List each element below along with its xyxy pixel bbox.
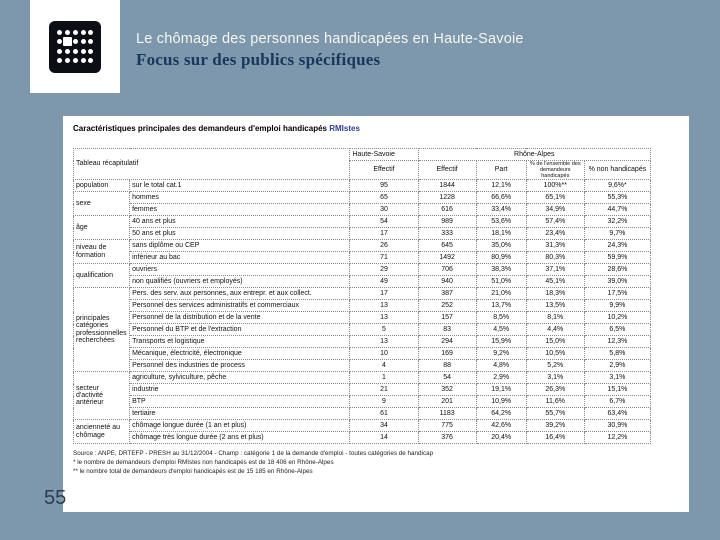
value-cell: 71 — [350, 252, 418, 264]
value-cell: 28,6% — [584, 264, 650, 276]
value-cell: 352 — [418, 384, 476, 396]
value-cell: 6,7% — [584, 396, 650, 408]
table-row — [74, 312, 651, 324]
table-caption-text: Caractéristiques principales des demandeurs d'emploi handicapés — [73, 124, 330, 133]
row-label: agriculture, sylviculture, pêche — [130, 372, 350, 384]
row-label: sans diplôme ou CEP — [130, 240, 350, 252]
value-cell: 18,3% — [526, 288, 584, 300]
value-cell: 4 — [350, 360, 418, 372]
table-row — [74, 372, 651, 384]
row-label: tertiaire — [130, 408, 350, 420]
value-cell: 57,4% — [526, 216, 584, 228]
value-cell: 9 — [350, 396, 418, 408]
value-cell: 26,3% — [526, 384, 584, 396]
value-cell: 20,4% — [476, 432, 526, 444]
row-label: sur le total cat.1 — [130, 180, 350, 192]
row-label: chômage longue durée (1 an et plus) — [130, 420, 350, 432]
row-label: Pers. des serv. aux personnes, aux entrepr. et aux collect. — [130, 288, 350, 300]
value-cell: 100%** — [526, 180, 584, 192]
value-cell: 64,2% — [476, 408, 526, 420]
row-label: Personnel de la distribution et de la vente — [130, 312, 350, 324]
col-header-pct-ensemble: % de l'ensemble des demandeurs handicapés — [526, 161, 584, 180]
value-cell: 39,0% — [584, 276, 650, 288]
row-group-label: qualification — [74, 264, 130, 288]
value-cell: 30 — [350, 204, 418, 216]
value-cell: 83 — [418, 324, 476, 336]
header-haute-savoie: Haute-Savoie — [350, 149, 418, 161]
slide-title: Le chômage des personnes handicapées en Haute-Savoie — [136, 31, 524, 47]
header-rhone-alpes: Rhône-Alpes — [418, 149, 650, 161]
value-cell: 45,1% — [526, 276, 584, 288]
value-cell: 80,9% — [476, 252, 526, 264]
col-header-effectif-hs: Effectif — [350, 161, 418, 180]
logo-dot — [73, 49, 78, 54]
value-cell: 10,5% — [526, 348, 584, 360]
value-cell: 12,2% — [584, 432, 650, 444]
value-cell: 37,1% — [526, 264, 584, 276]
row-group-label: âge — [74, 216, 130, 240]
value-cell: 55,3% — [584, 192, 650, 204]
table-row — [74, 192, 651, 204]
value-cell: 80,3% — [526, 252, 584, 264]
table-row — [74, 336, 651, 348]
value-cell: 95 — [350, 180, 418, 192]
value-cell: 9,9% — [584, 300, 650, 312]
value-cell: 940 — [418, 276, 476, 288]
logo-dot — [57, 30, 62, 35]
value-cell: 18,1% — [476, 228, 526, 240]
value-cell: 1183 — [418, 408, 476, 420]
value-cell: 169 — [418, 348, 476, 360]
value-cell: 39,2% — [526, 420, 584, 432]
value-cell: 88 — [418, 360, 476, 372]
value-cell: 34 — [350, 420, 418, 432]
value-cell: 10,2% — [584, 312, 650, 324]
footnote: * le nombre de demandeurs d'emploi RMIstes non handicapés est de 18 406 en Rhône-Alpes — [73, 459, 334, 467]
row-label: 50 ans et plus — [130, 228, 350, 240]
value-cell: 13 — [350, 312, 418, 324]
value-cell: 8,1% — [526, 312, 584, 324]
row-label: ouvriers — [130, 264, 350, 276]
logo-dot — [81, 39, 86, 44]
value-cell: 13,7% — [476, 300, 526, 312]
value-cell: 157 — [418, 312, 476, 324]
value-cell: 15,0% — [526, 336, 584, 348]
col-header-effectif-ra: Effectif — [418, 161, 476, 180]
row-label: Personnel des services administratifs et commerciaux — [130, 300, 350, 312]
value-cell: 29 — [350, 264, 418, 276]
value-cell: 53,6% — [476, 216, 526, 228]
table-row — [74, 216, 651, 228]
row-label: chômage très longue durée (2 ans et plus) — [130, 432, 350, 444]
data-table — [73, 148, 651, 444]
footnote: Source : ANPE, DRTEFP - PRESH au 31/12/2004 - Champ : catégorie 1 de la demande d'emploi - toutes catégories de handicap — [73, 450, 434, 458]
table-row — [74, 300, 651, 312]
value-cell: 11,6% — [526, 396, 584, 408]
value-cell: 2,9% — [476, 372, 526, 384]
value-cell: 1228 — [418, 192, 476, 204]
row-group-label: secteur d'activité antérieur — [74, 372, 130, 420]
row-group-label: population — [74, 180, 130, 192]
value-cell: 6,5% — [584, 324, 650, 336]
value-cell: 387 — [418, 288, 476, 300]
value-cell: 10 — [350, 348, 418, 360]
value-cell: 252 — [418, 300, 476, 312]
dots-logo-icon — [49, 21, 101, 73]
value-cell: 44,7% — [584, 204, 650, 216]
value-cell: 66,6% — [476, 192, 526, 204]
row-label: 40 ans et plus — [130, 216, 350, 228]
value-cell: 12,3% — [584, 336, 650, 348]
row-label: Personnel du BTP et de l'extraction — [130, 324, 350, 336]
value-cell: 706 — [418, 264, 476, 276]
value-cell: 645 — [418, 240, 476, 252]
content-panel — [63, 116, 689, 512]
table-body — [74, 180, 651, 444]
logo-box — [30, 0, 120, 93]
value-cell: 1844 — [418, 180, 476, 192]
value-cell: 775 — [418, 420, 476, 432]
value-cell: 4,4% — [526, 324, 584, 336]
row-group-label: principales catégories professionnelles recherchées — [74, 288, 130, 372]
value-cell: 1492 — [418, 252, 476, 264]
logo-dot — [57, 58, 62, 63]
value-cell: 616 — [418, 204, 476, 216]
value-cell: 21,0% — [476, 288, 526, 300]
logo-dot — [88, 30, 93, 35]
table-row — [74, 276, 651, 288]
logo-dot — [65, 49, 70, 54]
value-cell: 201 — [418, 396, 476, 408]
row-label: BTP — [130, 396, 350, 408]
value-cell: 3,1% — [584, 372, 650, 384]
value-cell: 23,4% — [526, 228, 584, 240]
logo-dot — [57, 49, 62, 54]
logo-dot — [81, 30, 86, 35]
table-row — [74, 288, 651, 300]
row-label: femmes — [130, 204, 350, 216]
col-header-part: Part — [476, 161, 526, 180]
value-cell: 42,6% — [476, 420, 526, 432]
row-label: inférieur au bac — [130, 252, 350, 264]
value-cell: 65,1% — [526, 192, 584, 204]
value-cell: 31,3% — [526, 240, 584, 252]
value-cell: 61 — [350, 408, 418, 420]
value-cell: 17,5% — [584, 288, 650, 300]
value-cell: 19,1% — [476, 384, 526, 396]
value-cell: 24,3% — [584, 240, 650, 252]
value-cell: 34,9% — [526, 204, 584, 216]
value-cell: 8,5% — [476, 312, 526, 324]
row-label: industrie — [130, 384, 350, 396]
table-row — [74, 384, 651, 396]
logo-dot — [65, 30, 70, 35]
row-label: non qualifiés (ouvriers et employés) — [130, 276, 350, 288]
logo-dot — [73, 39, 78, 44]
value-cell: 59,9% — [584, 252, 650, 264]
value-cell: 13 — [350, 336, 418, 348]
table-row — [74, 420, 651, 432]
value-cell: 55,7% — [526, 408, 584, 420]
value-cell: 376 — [418, 432, 476, 444]
row-label: Transports et logistique — [130, 336, 350, 348]
row-label: Personnel des industries de process — [130, 360, 350, 372]
value-cell: 294 — [418, 336, 476, 348]
value-cell: 63,4% — [584, 408, 650, 420]
logo-dot — [88, 39, 93, 44]
page-number: 55 — [44, 487, 67, 509]
value-cell: 51,0% — [476, 276, 526, 288]
table-row — [74, 324, 651, 336]
table-caption — [73, 124, 679, 133]
value-cell: 15,9% — [476, 336, 526, 348]
logo-dot — [65, 58, 70, 63]
value-cell: 17 — [350, 228, 418, 240]
value-cell: 35,0% — [476, 240, 526, 252]
value-cell: 9,2% — [476, 348, 526, 360]
footnote: ** le nombre total de demandeurs d'emploi handicapés est de 15 185 en Rhône-Alpes — [73, 468, 313, 476]
value-cell: 2,9% — [584, 360, 650, 372]
value-cell: 15,1% — [584, 384, 650, 396]
value-cell: 30,9% — [584, 420, 650, 432]
table-row — [74, 252, 651, 264]
header-row-regions — [74, 149, 651, 161]
logo-dot — [57, 39, 62, 44]
value-cell: 5,2% — [526, 360, 584, 372]
value-cell: 14 — [350, 432, 418, 444]
footnotes — [73, 449, 679, 476]
table-row — [74, 396, 651, 408]
title-block — [136, 31, 524, 70]
value-cell: 65 — [350, 192, 418, 204]
value-cell: 49 — [350, 276, 418, 288]
table-row — [74, 432, 651, 444]
table-row — [74, 228, 651, 240]
value-cell: 5 — [350, 324, 418, 336]
logo-dot — [73, 58, 78, 63]
table-row — [74, 408, 651, 420]
table-row — [74, 264, 651, 276]
logo-dot — [73, 30, 78, 35]
slide-subtitle: Focus sur des publics spécifiques — [136, 50, 381, 69]
table-caption-highlight: RMIstes — [329, 124, 360, 133]
value-cell: 10,9% — [476, 396, 526, 408]
value-cell: 32,2% — [584, 216, 650, 228]
table-row — [74, 204, 651, 216]
recap-label: Tableau récapitulatif — [74, 149, 350, 180]
value-cell: 12,1% — [476, 180, 526, 192]
value-cell: 16,4% — [526, 432, 584, 444]
value-cell: 333 — [418, 228, 476, 240]
value-cell: 13,5% — [526, 300, 584, 312]
logo-dot — [81, 58, 86, 63]
row-label: Mécanique, électricité, électronique — [130, 348, 350, 360]
table-row — [74, 180, 651, 192]
value-cell: 3,1% — [526, 372, 584, 384]
logo-dot — [88, 49, 93, 54]
table-row — [74, 240, 651, 252]
value-cell: 9,6%* — [584, 180, 650, 192]
row-group-label: sexe — [74, 192, 130, 216]
table-row — [74, 360, 651, 372]
logo-dot — [88, 58, 93, 63]
value-cell: 54 — [418, 372, 476, 384]
value-cell: 1 — [350, 372, 418, 384]
row-group-label: niveau de formation — [74, 240, 130, 264]
value-cell: 13 — [350, 300, 418, 312]
logo-dot — [81, 49, 86, 54]
value-cell: 54 — [350, 216, 418, 228]
value-cell: 5,8% — [584, 348, 650, 360]
value-cell: 21 — [350, 384, 418, 396]
col-header-pct-non-handicapes: % non handicapés — [584, 161, 650, 180]
value-cell: 4,5% — [476, 324, 526, 336]
value-cell: 38,3% — [476, 264, 526, 276]
value-cell: 989 — [418, 216, 476, 228]
value-cell: 17 — [350, 288, 418, 300]
row-group-label: ancienneté au chômage — [74, 420, 130, 444]
row-label: hommes — [130, 192, 350, 204]
value-cell: 33,4% — [476, 204, 526, 216]
value-cell: 4,8% — [476, 360, 526, 372]
table-row — [74, 348, 651, 360]
logo-square-dot — [63, 37, 72, 46]
value-cell: 26 — [350, 240, 418, 252]
value-cell: 9,7% — [584, 228, 650, 240]
